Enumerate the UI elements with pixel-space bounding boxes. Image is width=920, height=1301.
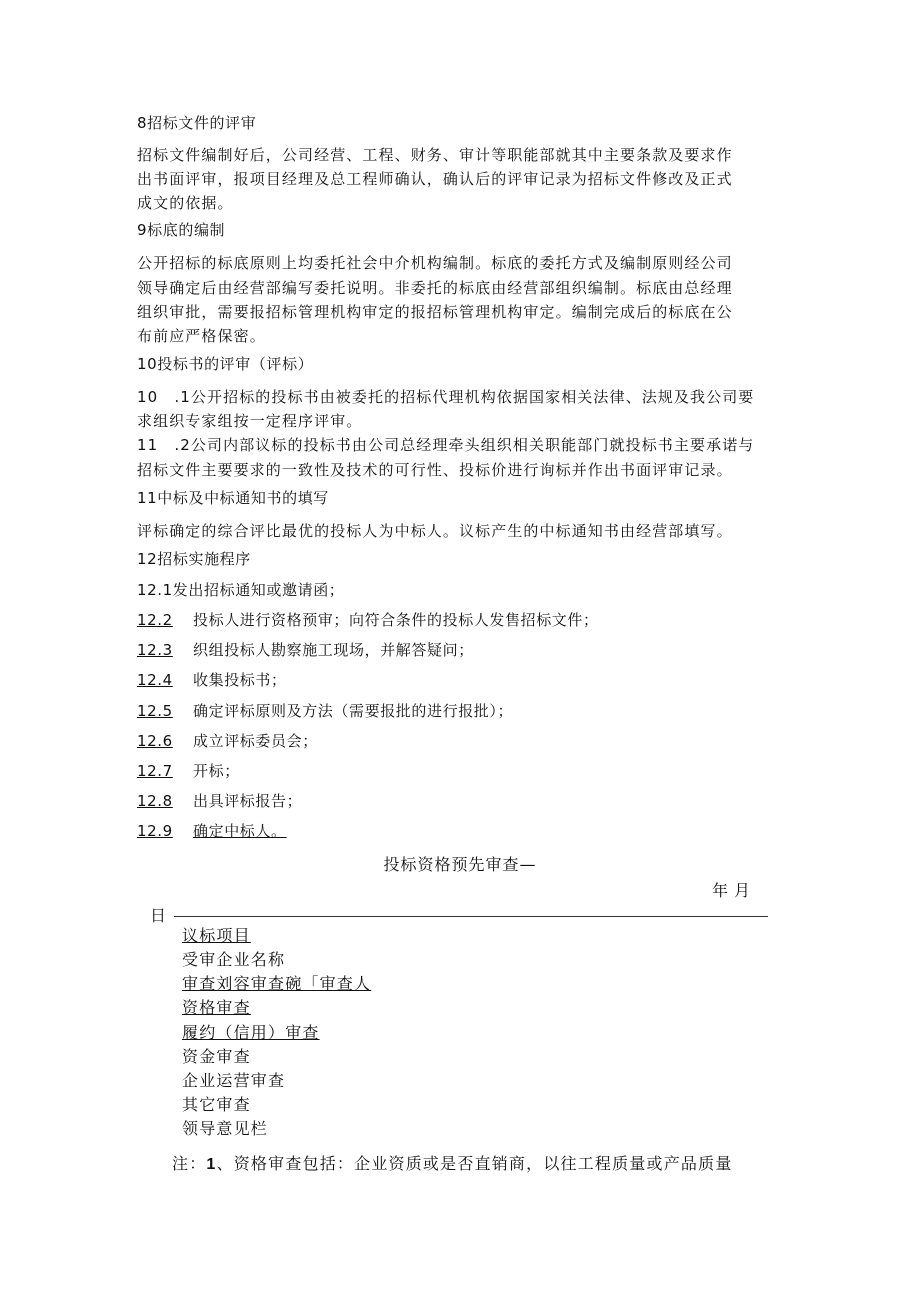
section-8-paragraph-line: 出书面评审，报项目经理及总工程师确认，确认后的评审记录为招标文件修改及正式 xyxy=(137,170,733,188)
form-title: 投标资格预先审查— xyxy=(383,855,537,874)
section-8-paragraph-line: 成文的依据。 xyxy=(137,194,234,212)
section-10-heading: 10投标书的评审（评标） xyxy=(137,355,314,373)
section-12-1-item: 12.1发出招标通知或邀请函； xyxy=(137,581,345,599)
section-8-heading: 8招标文件的评审 xyxy=(137,114,257,132)
step-number: 12.3 xyxy=(137,641,173,659)
form-field-review-content: 审查刘容审查碗「审查人 xyxy=(182,974,372,993)
section-11-heading: 11中标及中标通知书的填写 xyxy=(137,489,329,507)
form-note: 注：1、资格审查包括：企业资质或是否直销商，以往工程质量或产品质量 xyxy=(172,1154,733,1173)
section-9-paragraph-line: 布前应严格保密。 xyxy=(137,327,266,345)
section-11-paragraph: 评标确定的综合评比最优的投标人为中标人。议标产生的中标通知书由经营部填写。 xyxy=(137,522,733,540)
step-text: 收集投标书； xyxy=(193,671,287,689)
step-item xyxy=(137,731,318,751)
step-text: 织组投标人勘察施工现场，并解答疑问； xyxy=(193,641,474,659)
form-date-day: 日 xyxy=(150,906,167,925)
form-field-qualification-review: 资格审查 xyxy=(182,998,251,1017)
section-10-2-line: 11 .2公司内部议标的投标书由公司总经理牵头组织相关职能部门就投标书主要承诺与 xyxy=(137,436,755,454)
section-10-1-line: 10 .1公开招标的投标书由被委托的招标代理机构依据国家相关法律、法规及我公司要 xyxy=(137,388,755,406)
step-item xyxy=(137,821,287,841)
step-text: 投标人进行资格预审；向符合条件的投标人发售招标文件； xyxy=(193,611,599,629)
form-field-fund-review: 资金审查 xyxy=(182,1047,251,1066)
section-10-2-line: 招标文件主要要求的一致性及技术的可行性、投标价进行询标并作出书面评审记录。 xyxy=(137,461,733,479)
step-text: 出具评标报告； xyxy=(193,792,303,810)
step-number: 12.8 xyxy=(137,792,173,810)
step-number: 12.6 xyxy=(137,732,173,750)
section-9-paragraph-line: 组织审批，需要报招标管理机构审定的报招标管理机构审定。编制完成后的标底在公 xyxy=(137,303,733,321)
form-field-credit-review: 履约（信用）审查 xyxy=(182,1023,320,1042)
form-field-company-name: 受审企业名称 xyxy=(182,950,286,969)
step-item xyxy=(137,701,513,721)
section-8-paragraph-line: 招标文件编制好后，公司经营、工程、财务、审计等职能部就其中主要条款及要求作 xyxy=(137,146,733,164)
step-item xyxy=(137,791,302,811)
step-number: 12.7 xyxy=(137,762,173,780)
step-number: 12.9 xyxy=(137,822,173,840)
form-divider xyxy=(174,916,768,917)
step-text: 成立评标委员会； xyxy=(193,732,318,750)
form-field-other-review: 其它审查 xyxy=(182,1095,251,1114)
step-text: 确定中标人。 xyxy=(193,822,287,840)
step-item xyxy=(137,670,287,690)
step-number: 12.5 xyxy=(137,702,173,720)
step-item xyxy=(137,761,240,781)
step-item xyxy=(137,610,599,630)
step-text: 开标； xyxy=(193,762,240,780)
form-field-bid-project: 议标项目 xyxy=(182,926,251,945)
section-10-1-line: 求组织专家组按一定程序评审。 xyxy=(137,412,363,430)
step-text: 确定评标原则及方法（需要报批的进行报批）； xyxy=(193,702,514,720)
section-9-heading: 9标底的编制 xyxy=(137,221,226,239)
step-number: 12.2 xyxy=(137,611,173,629)
form-field-leadership-opinion: 领导意见栏 xyxy=(182,1119,269,1138)
form-field-operation-review: 企业运营审查 xyxy=(182,1071,286,1090)
section-9-paragraph-line: 领导确定后由经营部编写委托说明。非委托的标底由经营部组织编制。标底由总经理 xyxy=(137,279,733,297)
step-number: 12.4 xyxy=(137,671,173,689)
section-9-paragraph-line: 公开招标的标底原则上均委托社会中介机构编制。标底的委托方式及编制原则经公司 xyxy=(137,254,733,272)
step-item xyxy=(137,640,474,660)
form-date-year-month: 年月 xyxy=(712,881,757,900)
section-12-heading: 12招标实施程序 xyxy=(137,550,251,568)
